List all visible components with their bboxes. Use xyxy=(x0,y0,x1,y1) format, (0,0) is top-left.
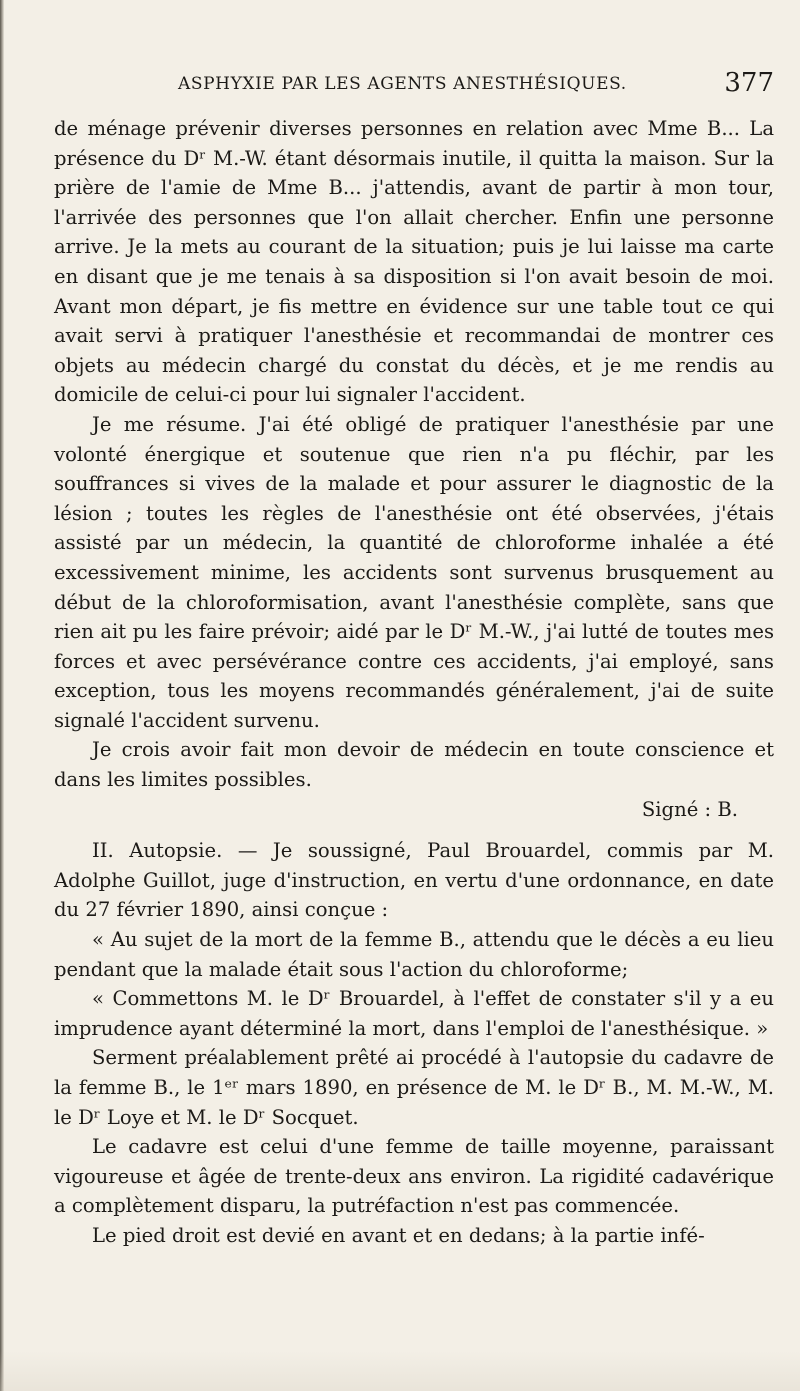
signature: Signé : B. xyxy=(641,797,738,821)
section-spacer xyxy=(54,824,774,836)
paragraph-cadavre: Le cadavre est celui d'une femme de taille moyenne, paraissant vigoureuse et âgée de trente-deux ans environ. La rigidité cadavérique a complètement disparu, la putréfaction n'est pas commencée. xyxy=(54,1135,774,1218)
paragraph-pied: Le pied droit est devié en avant et en dedans; à la partie infé- xyxy=(92,1223,705,1247)
paragraph-continuation: de ménage prévenir diverses personnes en relation avec Mme B... La présence du Dʳ M.-W. étant désormais inutile, il quitta la maison. Sur la prière de l'amie de Mme B... j'attendis, avant de partir à mon tour, l'arrivée des personnes que l'on allait chercher. Enfin une personne arrive. Je la mets au courant de la situation; puis je lui laisse ma carte en disant que je me tenais à sa disposition si l'on avait besoin de moi. Avant mon départ, je fis mettre en évidence sur une table tout ce qui avait servi à pratiquer l'anesthésie et recommandai de montrer ces objets au médecin chargé du constat du décès, et je me rendis au domicile de celui-ci pour lui signaler l'accident. xyxy=(54,117,774,407)
running-head: ASPHYXIE PAR LES AGENTS ANESTHÉSIQUES. xyxy=(178,74,627,94)
quote-ordonnance-2: « Commettons M. le Dʳ Brouardel, à l'effet de constater s'il y a eu imprudence ayant déterminé la mort, dans l'emploi de l'anesthésique. » xyxy=(54,987,774,1040)
quote-ordonnance-1: « Au sujet de la mort de la femme B., attendu que le décès a eu lieu pendant que la malade était sous l'action du chloroforme; xyxy=(54,928,774,981)
paragraph-serment: Serment préalablement prêté ai procédé à l'autopsie du cadavre de la femme B., le 1ᵉʳ mars 1890, en présence de M. le Dʳ B., M. M.-W., M. le Dʳ Loye et M. le Dʳ Socquet. xyxy=(54,1046,774,1129)
section-autopsy-intro: II. Autopsie. — Je soussigné, Paul Brouardel, commis par M. Adolphe Guillot, juge d'instruction, en vertu d'une ordonnance, en date du 27 février 1890, ainsi conçue : xyxy=(54,839,774,922)
page-bottom-shade xyxy=(0,1351,800,1391)
page-header xyxy=(54,68,774,114)
body-text xyxy=(54,114,774,1251)
page-spine-shadow xyxy=(0,0,4,1391)
paragraph-conclusion: Je crois avoir fait mon devoir de médecin en toute conscience et dans les limites possibles. xyxy=(54,738,774,792)
page-number: 377 xyxy=(724,68,774,98)
paragraph-summary: Je me résume. J'ai été obligé de pratiquer l'anesthésie par une volonté énergique et soutenue que rien n'a pu fléchir, par les souffrances si vives de la malade et pour assurer le diagnostic de la lésion ; toutes les règles de l'anesthésie ont été observées, j'étais assisté par un médecin, la quantité de chloroforme inhalée a été excessivement minime, les accidents sont survenus brusquement au début de la chloroformisation, avant l'anesthésie complète, sans que rien ait pu les faire prévoir; aidé par le Dʳ M.-W., j'ai lutté de toutes mes forces et avec persévérance contre ces accidents, j'ai employé, sans exception, tous les moyens recommandés généralement, j'ai de suite signalé l'accident survenu. xyxy=(54,412,774,732)
